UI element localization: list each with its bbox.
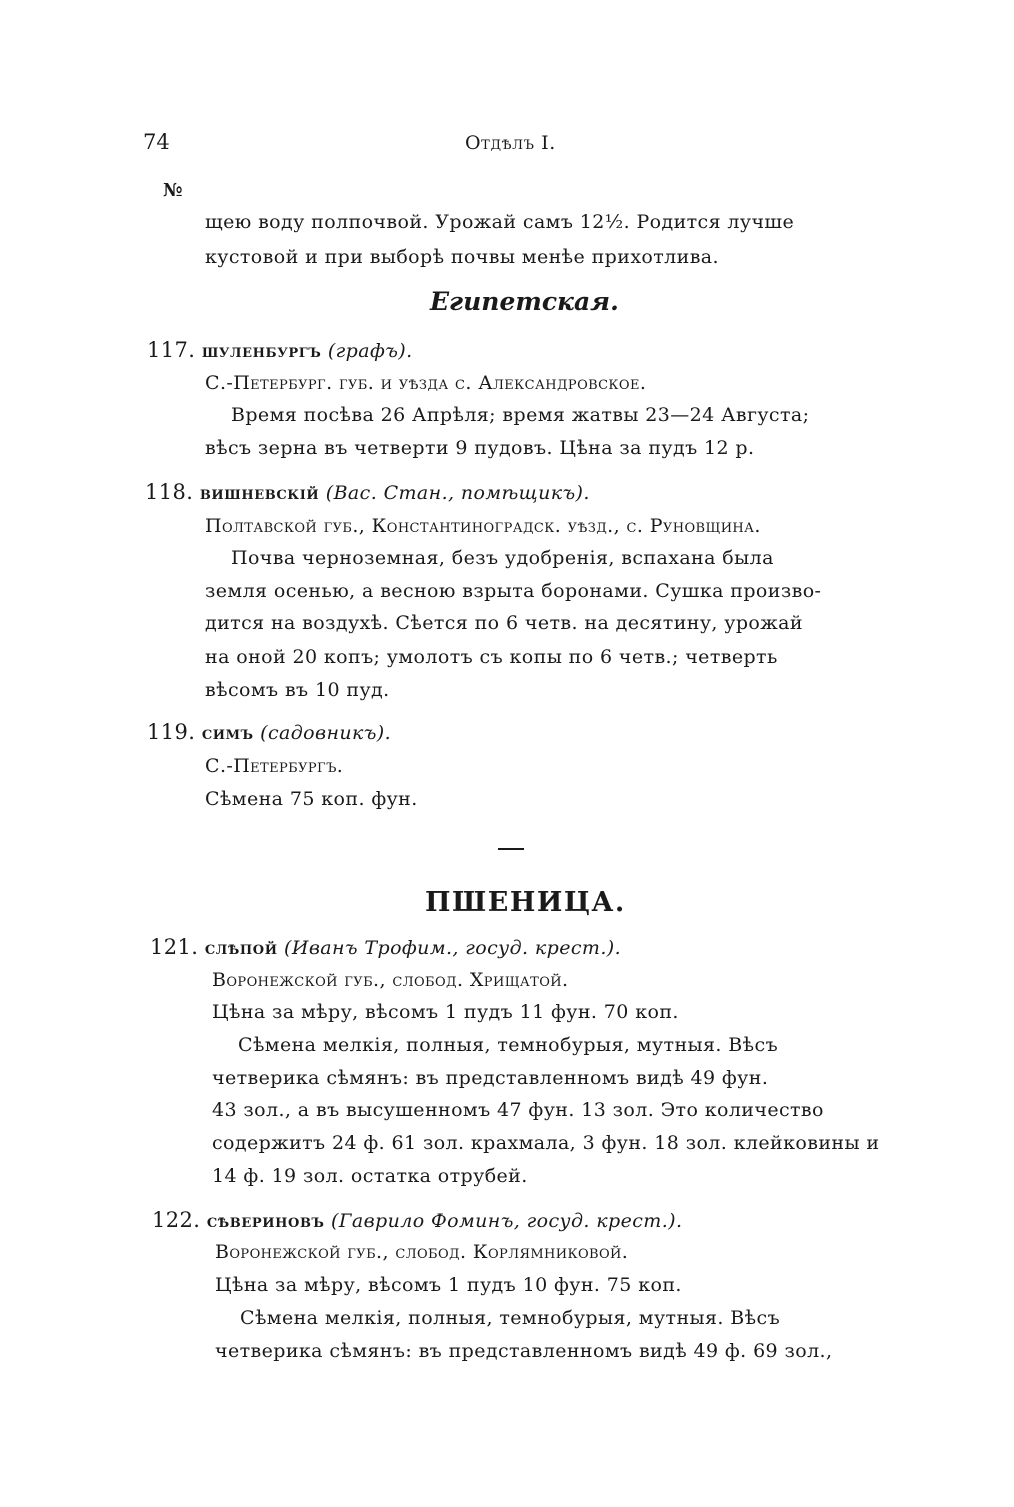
subsection-title: Египетская. [430,287,619,316]
running-header: Отдѣлъ I. [465,132,556,154]
entry-heading [150,937,621,958]
entry-location: Воронежской губ., слобод. Хрищатой. [212,969,569,991]
exhibitor-title: (графъ). [327,340,413,362]
exhibitor-title: (Иванъ Трофим., госуд. крест.). [284,937,622,959]
entry-text-line: Почва черноземная, безъ удобренія, вспахана была [231,547,774,569]
entry-text-line: Время посѣва 26 Апрѣля; время жатвы 23—24 Августа; [231,404,810,426]
entry-text-line: вѣсъ зерна въ четверти 9 пудовъ. Цѣна за пудъ 12 р. [205,437,755,459]
continuation-line: щею воду полпочвой. Урожай самъ 12½. Родится лучше [205,211,795,233]
exhibitor-name: сѣвериновъ [206,1210,325,1232]
continuation-line: кустовой и при выборѣ почвы менѣе прихотлива. [205,246,719,268]
section-title: ПШЕНИЦА. [425,887,626,918]
entry-text-line: Сѣмена мелкія, полныя, темнобурыя, мутныя. Вѣсъ [238,1034,779,1056]
entry-heading [152,1210,682,1231]
exhibitor-name: вишневскій [199,482,320,504]
entry-text-line: 43 зол., а въ высушенномъ 47 фун. 13 зол. Это количество [212,1099,824,1121]
entry-text-line: четверика сѣмянъ: въ представленномъ видѣ 49 ф. 69 зол., [215,1340,833,1362]
entry-text-line: вѣсомъ въ 10 пуд. [205,679,390,701]
entry-number: 121. [150,935,199,959]
entry-text-line: дится на воздухѣ. Сѣется по 6 четв. на десятину, урожай [205,612,803,634]
number-mark: № [163,180,183,201]
entry-text-line: земля осенью, а весною взрыта боронами. Сушка произво- [205,580,822,602]
entry-text-line: Сѣмена мелкія, полныя, темнобурыя, мутныя. Вѣсъ [240,1307,781,1329]
exhibitor-name: шуленбургъ [201,340,322,362]
entry-number: 119. [147,720,196,744]
entry-text-line: Сѣмена 75 коп. фун. [205,788,418,810]
entry-text-line: четверика сѣмянъ: въ представленномъ видѣ 49 фун. [212,1067,769,1089]
entry-text-line: на оной 20 копъ; умолотъ съ копы по 6 четв.; четверть [205,646,778,668]
entry-location: С.-Петербургъ. [205,755,344,777]
page-number: 74 [143,130,170,154]
entry-number: 118. [145,480,194,504]
entry-price: Цѣна за мѣру, вѣсомъ 1 пудъ 11 фун. 70 коп. [212,1001,679,1023]
entry-heading [147,722,391,743]
exhibitor-name: симъ [201,722,254,744]
entry-location: Полтавской губ., Константиноградск. уѣзд., с. Руновщина. [205,515,761,537]
exhibitor-title: (Вас. Стан., помѣщикъ). [325,482,590,504]
exhibitor-name: слѣпой [204,937,278,959]
section-divider [498,848,524,850]
entry-number: 117. [147,338,196,362]
exhibitor-title: (садовникъ). [260,722,392,744]
entry-location: С.-Петербург. губ. и уѣзда с. Александровское. [205,372,647,394]
entry-heading [147,340,413,361]
entry-heading [145,482,590,503]
entry-text-line: 14 ф. 19 зол. остатка отрубей. [212,1165,528,1187]
entry-price: Цѣна за мѣру, вѣсомъ 1 пудъ 10 фун. 75 коп. [215,1274,682,1296]
entry-text-line: содержитъ 24 ф. 61 зол. крахмала, 3 фун. 18 зол. клейковины и [212,1132,880,1154]
exhibitor-title: (Гаврило Фоминъ, госуд. крест.). [331,1210,683,1232]
entry-number: 122. [152,1208,201,1232]
entry-location: Воронежской губ., слобод. Корлямниковой. [215,1241,629,1263]
